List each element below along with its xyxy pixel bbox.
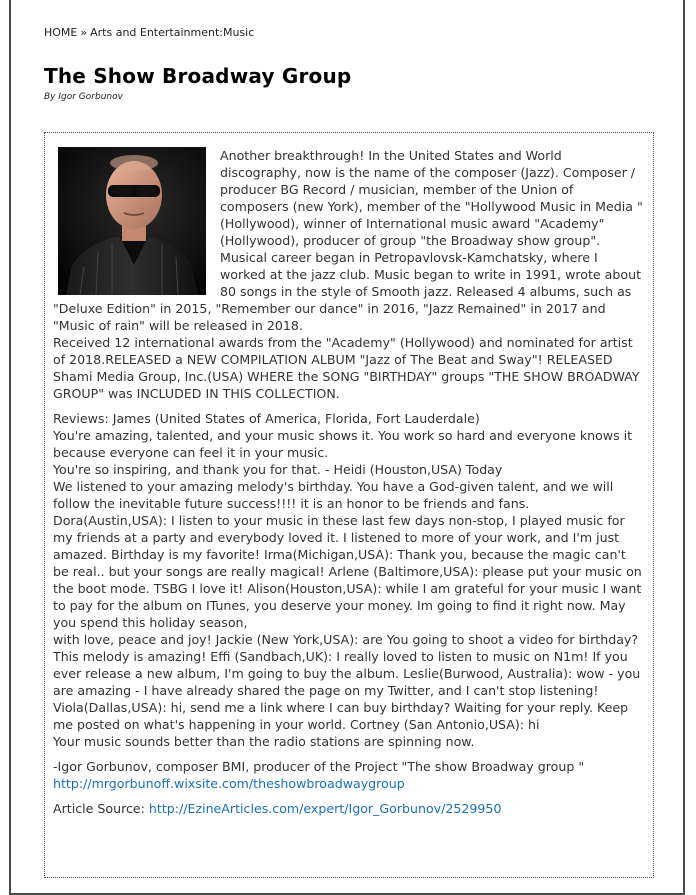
breadcrumb-separator: » xyxy=(80,26,88,39)
awards-paragraph: Received 12 international awards from the "Academy" (Hollywood) and nominated for artist of 2018.RELEASED a NEW COMPILATION ALBUM "Jazz of The Beat and Sway"! RELEASED Shami Media Group, Inc.(USA) WHERE the SONG "BIRTHDAY" groups "THE SHOW BROADWAY GROUP" was INCLUDED IN THIS COLLECTION. xyxy=(53,335,640,401)
bio-paragraph: Another breakthrough! In the United States and World discography, now is the name of the composer (Jazz). Composer / producer BG Record / musician, member of the Union of composers (new York), member of the "Hollywood Music in Media " (Hollywood), winner of International music award "Academy" (Hollywood), producer of group "the Broadway show group". xyxy=(220,148,643,248)
article-byline: By Igor Gorbunov xyxy=(44,92,123,102)
article-title: The Show Broadway Group xyxy=(44,64,352,88)
author-portrait-image xyxy=(58,147,206,295)
review-paragraph: We listened to your amazing melody's birthday. You have a God-given talent, and we will follow the inevitable future success!!!! it is an honor to be friends and fans. Dora(Austin,USA): I listen to your music in these last few days non-stop, I played music for my friends at a party and everybody loved it. I listened to more of your work, and I'm just amazed. Birthday is my favorite! Irma(Michigan,USA): Thank you, because the magic can't be real.. but your songs are really magical! Arlene (Baltimore,USA): please put your music on the boot mode. TSBG I love it! Alison(Houston,USA): while I am grateful for your music I want to pay for the album on ITunes, you deserve your money. Im going to find it right now. May you spend this holiday season, xyxy=(53,479,642,630)
breadcrumb-home-link[interactable]: HOME xyxy=(44,26,78,39)
article-source-link[interactable]: http://EzineArticles.com/expert/Igor_Gorbunov/2529950 xyxy=(148,801,502,816)
review-paragraph: You're so inspiring, and thank you for that. - Heidi (Houston,USA) Today xyxy=(53,462,503,477)
article-source-label: Article Source: xyxy=(53,801,145,816)
article-source xyxy=(53,800,645,817)
breadcrumb-category-link[interactable]: Arts and Entertainment:Music xyxy=(90,26,255,39)
article-body xyxy=(44,132,654,878)
breadcrumb xyxy=(44,26,254,39)
project-website-link[interactable]: http://mrgorbunoff.wixsite.com/theshowbroadwaygroup xyxy=(53,776,405,791)
reviews-intro: Reviews: James (United States of America, Florida, Fort Lauderdale) xyxy=(53,411,480,426)
career-paragraph: Musical career began in Petropavlovsk-Kamchatsky, where I worked at the jazz club. Music began to write in 1991, wrote about 80 songs in the style of Smooth jazz. Released 4 albums, such as "Deluxe Edition" in 2015, "Remember our dance" in 2016, "Jazz Remained" in 2017 and "Music of rain" will be released in 2018. xyxy=(53,250,642,333)
review-paragraph: with love, peace and joy! Jackie (New York,USA): are You going to shoot a video for birthday? This melody is amazing! Effi (Sandbach,UK): I really loved to listen to music on N1m! If you ever release a new album, I'm going to buy the album. Leslie(Burwood, Australia): wow - you are amazing - I have already shared the page on my Twitter, and I can't stop listening! Viola(Dallas,USA): hi, send me a link where I can buy birthday? Waiting for your reply. Keep me posted on what's happening in your world. Cortney (San Antonio,USA): hi xyxy=(53,632,641,732)
review-paragraph: Your music sounds better than the radio stations are spinning now. xyxy=(53,734,475,749)
review-paragraph: You're amazing, talented, and your music shows it. You work so hard and everyone knows it because everyone can feel it in your music. xyxy=(53,428,633,460)
author-signature: -Igor Gorbunov, composer BMI, producer of the Project "The show Broadway group " xyxy=(53,759,585,774)
author-photo xyxy=(58,147,206,295)
